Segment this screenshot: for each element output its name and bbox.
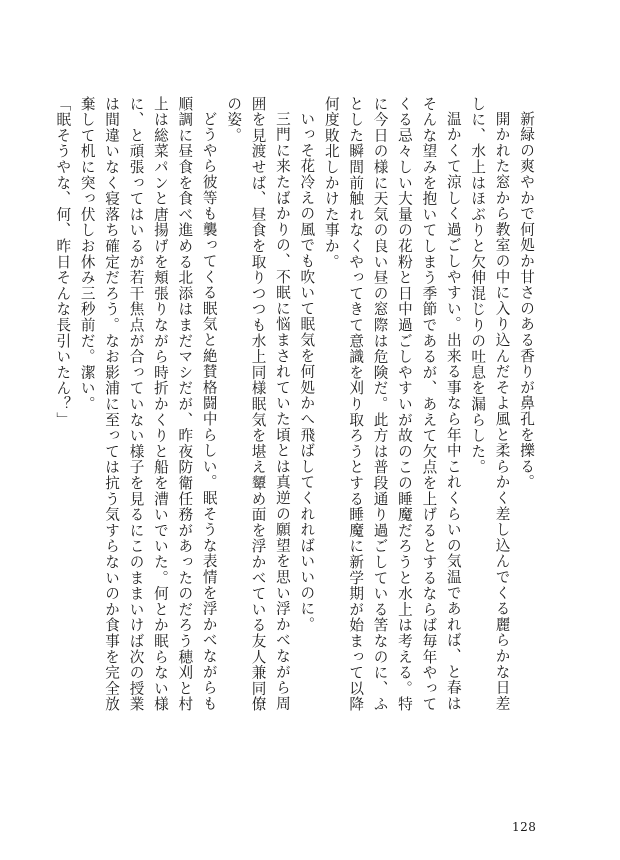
paragraph-1: 新緑の爽やかで何処か甘さのある香りが鼻孔を擽る。 [518, 110, 535, 490]
dialogue-line: 「眠そうやな、何、昨日そんな長引いたん？」 [54, 96, 72, 428]
page-number: 128 [512, 820, 537, 834]
paragraph-3: 温かくて涼しく過ごしやすい。出来る事なら年中これくらいの気温であれば、と春はそんな望みを抱いてしまう季節であるが、あえて欠点を上げるとするならば毎年やってくる忌々しい大量の花粉と日中過ごしやすいが故のこの睡魔だろうと水上は考える。特に今日の様に天気の良い昼の窓際は危険だ。此方は普段通り過ごしている筈なのに、ふとした瞬間前触れなくやってきて意識を刈り取ろうとする睡魔に新学期が始まって以降何度敗北しかけた事か。 [322, 96, 462, 713]
paragraph-6: どうやら彼等も襲ってくる眠気と絶賛格闘中らしい。眠そうな表情を浮かべながらも順調に昼食を食べ進める北添はまだマシだが、昨夜防衛任務があったのだろう穂刈と村上は総菜パンと唐揚げを頬張りながら時折かくりと船を漕いでいた。何とか眠らない様に、と頑張ってはいるが若干焦点が合っていない様子を見るにこのままいけば次の授業は間違いなく寝落ち確定だろう。なお影浦に至っては抗う気すらないのか食事を完全放棄して机に突っ伏しお休み三秒前だ。潔い。 [78, 96, 218, 713]
vertical-text-body [54, 96, 538, 716]
paragraph-4: いっそ花冷えの風でも吹いて眠気を何処かへ飛ばしてくれればいいのに。 [298, 110, 316, 632]
paragraph-2: 開かれた窓から教室の中に入り込んだそよ風と柔らかく差し込んでくる麗らかな日差しに、水上はほぶりと欠伸混じりの吐息を漏らした。 [469, 96, 511, 711]
paragraph-5: 三門に来たばかりの、不眠に悩まされていた頃とは真逆の願望を思い浮かべながら周囲を見渡せば、昼食を取りつつも水上同様眠気を堪え顰め面を浮かべている友人兼同僚の姿。 [225, 96, 291, 713]
